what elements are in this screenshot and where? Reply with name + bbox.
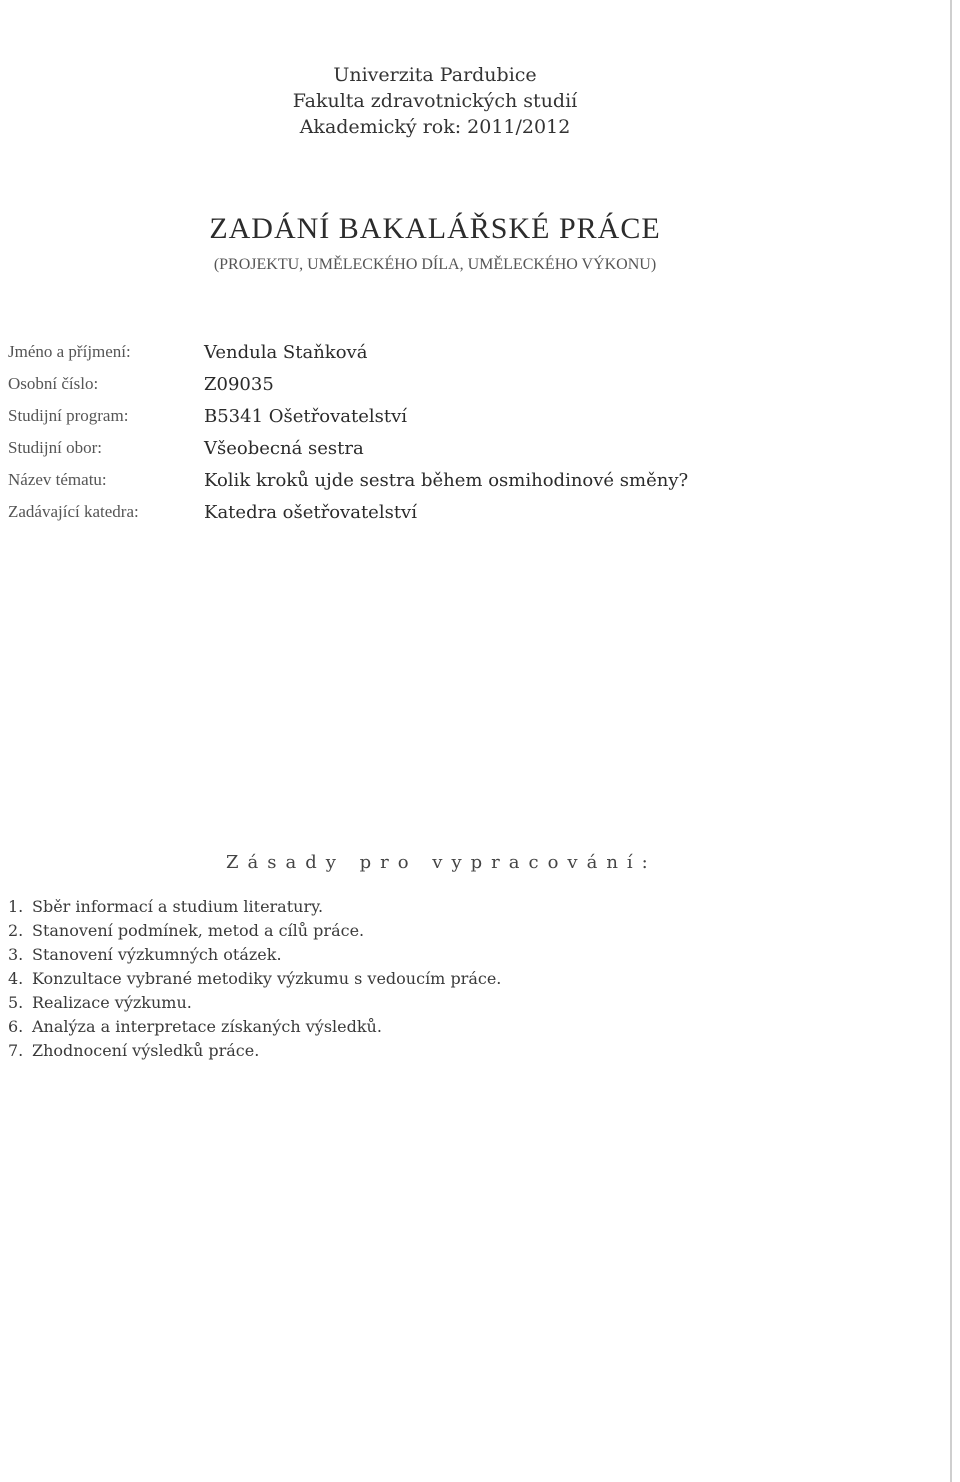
info-value: Z09035 bbox=[204, 373, 274, 395]
info-value: Vendula Staňková bbox=[204, 341, 368, 363]
list-item bbox=[8, 1039, 501, 1063]
page-edge-line bbox=[950, 0, 952, 1482]
info-label: Jméno a příjmení: bbox=[8, 342, 131, 361]
info-label: Zadávající katedra: bbox=[8, 502, 139, 521]
info-row-name bbox=[8, 336, 688, 368]
student-info-table bbox=[8, 336, 688, 528]
document-subtitle: (PROJEKTU, UMĚLECKÉHO DÍLA, UMĚLECKÉHO VÝKONU) bbox=[213, 256, 657, 273]
list-item-text: Konzultace vybrané metodiky výzkumu s vedoucím práce. bbox=[32, 969, 502, 988]
list-item-text: Zhodnocení výsledků práce. bbox=[32, 1041, 260, 1060]
list-item-number: 6. bbox=[8, 1017, 24, 1036]
info-row-department bbox=[8, 496, 688, 528]
list-item-number: 7. bbox=[8, 1041, 24, 1060]
info-label: Osobní číslo: bbox=[8, 374, 99, 393]
list-item bbox=[8, 895, 501, 919]
info-value: B5341 Ošetřovatelství bbox=[204, 405, 408, 427]
info-label: Studijní obor: bbox=[8, 438, 102, 457]
info-row-study-program bbox=[8, 400, 688, 432]
list-item-number: 1. bbox=[8, 897, 24, 916]
list-item-text: Sběr informací a studium literatury. bbox=[32, 897, 324, 916]
list-item-text: Stanovení podmínek, metod a cílů práce. bbox=[32, 921, 365, 940]
info-row-topic bbox=[8, 464, 688, 496]
list-item-text: Analýza a interpretace získaných výsledků. bbox=[32, 1017, 382, 1036]
faculty-name: Fakulta zdravotnických studií bbox=[292, 90, 578, 112]
info-value: Kolik kroků ujde sestra během osmihodinové směny? bbox=[204, 469, 689, 491]
list-item-number: 3. bbox=[8, 945, 24, 964]
university-name: Univerzita Pardubice bbox=[333, 64, 537, 86]
list-item-number: 4. bbox=[8, 969, 24, 988]
info-row-personal-number bbox=[8, 368, 688, 400]
academic-year: Akademický rok: 2011/2012 bbox=[299, 116, 571, 138]
document-title: ZADÁNÍ BAKALÁŘSKÉ PRÁCE bbox=[209, 212, 661, 245]
info-row-study-field bbox=[8, 432, 688, 464]
principles-list bbox=[8, 895, 501, 1063]
list-item bbox=[8, 967, 501, 991]
list-item-text: Realizace výzkumu. bbox=[32, 993, 192, 1012]
list-item bbox=[8, 1015, 501, 1039]
list-item bbox=[8, 991, 501, 1015]
list-item-number: 5. bbox=[8, 993, 24, 1012]
document-header bbox=[0, 62, 870, 140]
list-item bbox=[8, 919, 501, 943]
info-label: Studijní program: bbox=[8, 406, 129, 425]
principles-heading: Zásady pro vypracování: bbox=[226, 852, 657, 873]
list-item-number: 2. bbox=[8, 921, 24, 940]
list-item-text: Stanovení výzkumných otázek. bbox=[32, 945, 282, 964]
list-item bbox=[8, 943, 501, 967]
info-label: Název tématu: bbox=[8, 470, 107, 489]
info-value: Katedra ošetřovatelství bbox=[204, 501, 417, 523]
info-value: Všeobecná sestra bbox=[204, 437, 364, 459]
